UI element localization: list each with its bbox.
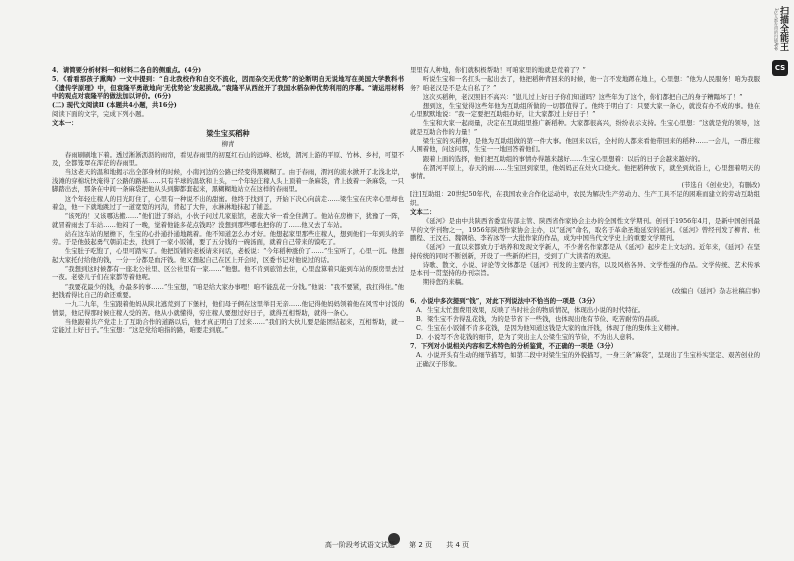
paragraph: 听说生宝和一名扛头一起出去了，他把稻种背回来的时候，他一言不发地蹲在地上，心里想：“他为人民服务！咱为我服务？咱老汉是不是太自私了？” [410, 75, 760, 92]
paragraph: 一九二九年，生宝跟着他妈从陕北逃荒到了下堡村，他们母子俩在这里举目无亲……他记得他妈妈领着他在风雪中讨饭的情景，他记得那时候庄稼人受的苦。他从小就懂得，穷庄稼人要想过好日子，就得互相帮助，就得一条心。 [52, 300, 404, 317]
scanner-app-name: 扫描全能王 [778, 6, 788, 51]
option-b: B．梁生宝不舍得乱花钱，为的是节省下一些钱，也体现出他有节俭、吃苦耐劳的品质。 [416, 314, 664, 323]
scanner-watermark [766, 0, 794, 100]
option-c: C．生宝在小饭铺不肯多花钱，是因为他知道这钱是大家的血汗钱，体现了他的集体主义精神。 [416, 323, 683, 332]
article-title: 梁生宝买稻种 [206, 128, 250, 138]
source-note: (节选自《创业史》，有删改) [681, 181, 760, 190]
paragraph: 当他跟着共产党走上了互助合作的道路以后，他才真正明白了过来……“我们的大伙儿要是能团结起来，互相帮助，就一定能过上好日子。”生宝想：“这是党给咱指的路，咱要走到底。” [52, 317, 404, 335]
section-heading: (二) 现代文阅读Ⅱ (本题共4小题，共16分) [52, 101, 177, 110]
paragraph: 这次买稻种，老汉照旧不高兴：“崽儿过上好日子你们知道吗？这些年为了这个，你们都把自己的身子糟蹋坏了！” [422, 92, 743, 101]
page-footer [0, 540, 794, 550]
question-6: 6．小说中多次提到“钱”，对此下列说法中不恰当的一项是（3分） [410, 296, 599, 305]
paragraph: 里里有人种地，你们就积极帮助！可咱家里的地就是荒着了？” [410, 66, 586, 74]
paragraph: 跟着上面的选择，他们把互助组的事情办得越来越好……生宝心里想着：以后的日子会越来越好的。 [422, 154, 704, 163]
paragraph: “我要花最少的钱，办最多的事……”生宝想，“咱是给大家办事哩！咱不能乱花一分钱。”他说：“我不要紧，我扛得住。”他把钱看得比自己的命还重要。 [52, 282, 404, 300]
paragraph: 梁生宝的买稻种，是他为互助组做的第一件大事。他回来以后，全村的人都来看他带回来的稻种……一会儿，一群庄稼人围着他，问这问那，生宝一一地回答着他们。 [410, 136, 760, 154]
scanner-app-tagline: 3亿人都在用的扫描App [774, 8, 779, 51]
text-one-label: 文本一： [52, 119, 78, 128]
option-a: A．小说开头有生动的细节描写，如第二段中对梁生宝的外貌描写，一身三条“麻袋”，呈现出了生宝朴实坚定、艰苦创业的正确汉子形象。 [416, 351, 760, 368]
paragraph: 春雨刷刷地下着。透过淅淅沥沥的雨帘，看见春雨里的初夏红石山的远峰、松坡，渭河上游的平原、竹林、乡村，可望不及，全都笼罩在浑茫的春雨里。 [52, 150, 404, 168]
instruction: 阅读下面的文字，完成下列小题。 [52, 110, 148, 119]
paragraph: 想到这，生宝觉得这些年他为互助组所做的一切都值得了。他终于明白了：只要大家一条心，就没有办不成的事。他在心里默默地说：“我一定要把互助组办好，让大家都过上好日子！” [410, 101, 760, 119]
cs-logo-icon: CS [772, 60, 788, 76]
paragraph: 这个年轻庄稼人的目光盯住了，心里有一种说不出的甜蜜。他终于找到了，开始下决心向前走……梁生宝在庆幸心里却也着急，他一下就地跳过了一道宽宽的河沟，背起了大件，水淋淋地抹起了铺盖。 [52, 194, 404, 212]
paragraph: 生宝肚子吃饱了，心里可踏实了。他把饭铺的老板请来问话，老板说：“今年稻种涨价了……”生宝听了，心里一沉。他想起大家托付给他的钱，一分一分都是血汗钱。他又想起自己在区上开会时，区委书记对他说过的话。 [52, 247, 404, 264]
option-a: A．生宝太忙想费用效果，反映了当时社会的物质情况，体现出小说的时代特征。 [416, 305, 645, 314]
paragraph: 在渭河平原上，春天的雨……生宝回到家里，他妈妈正在灶火口烧火。他把稻种放下，就坐到炕沿上，心里想着明天的事情。 [410, 163, 760, 181]
paragraph: 诗歌、散文、小说、评论等文体都是《延河》刊发的主要内容，以及风格各异、文学性强的作品。文学传统、艺术传承是本刊一贯坚持的办刊宗旨。 [410, 260, 760, 278]
right-column [410, 66, 760, 369]
option-d: D．小说写不舍花钱的细节，是为了突出主人公梁生宝的节俭，不为出人意料。 [416, 332, 639, 341]
paragraph: 生宝和大家一起商量，决定在互助组里推广新稻种。大家都很高兴，纷纷表示支持。生宝心里想：“这就是党的领导，这就是互助合作的力量！” [410, 119, 760, 136]
paragraph: 《延河》一直以来都致力于培养和发现文学新人，不少著名作家都是从《延河》起步走上文坛的。近年来，《延河》在坚持传统的同时不断创新，开设了一些新的栏目，受到了广大读者的欢迎。 [410, 243, 760, 260]
paragraph: 期待您的来稿。 [422, 278, 468, 287]
paragraph: “我想到这时候都有一座北公社里、区公社里有一家……”他想。他不肯到旅馆去住，心里盘算着只能到车站的票房里去过一夜。老婆儿子们在家都等着他呢。 [52, 264, 404, 282]
paragraph: 当这老天的温和地揭示出全部身材的时候，小南河边的公路已经变得黑糊糊了。由于春雨，渭河的流水掀开了北浅北岸，浅滩的穿棉坑快淹得了公路的路基……只有半球的温软和上头，一个年轻庄稼人头上顶着一条麻袋，背上披着一条麻袋，一只脚踏出去，那条在中间一条麻袋把他从头到脚都套起来，黑糊糊地站立在这样的春雨里。 [52, 168, 404, 194]
left-column [52, 66, 404, 335]
question-5: 5．《看看那孩子熏陶》一文中提到：“自北我校作和自交不流化，因而杂交无优势”的论断明自无说地写在美国大学教科书《遗传学原理》中，但袁隆平勇敢地向‘无优势论’发起挑战。”袁隆平从西丝开了我国水稻杂种优势利用的序幕。“请运用材料中的观点对袁隆平的做法加以评价。(6分) [52, 75, 404, 101]
source-note: (改编自《延河》杂志社稿启事) [671, 287, 760, 296]
article-author: 柳青 [221, 140, 235, 149]
footnote: [注]互助组：20世纪50年代，在我国农业合作化运动中，农民为解决生产劳动力、生产工具不足的困难而建立的劳动互助组织。 [410, 190, 760, 207]
paragraph: 站在这车站的屋檐下，生宝的心扑通扑通地跳着。他不知道怎么办才好。他想起家里那些庄稼人，想到他们一年到头的辛劳。于是他鼓起勇气朝前走去，找到了一家小饭铺，要了五分钱的一碗汤面，就着自己带来的馍吃了。 [52, 229, 404, 247]
question-7: 7．下列对小说相关内容和艺术特色的分析鉴赏，不正确的一项是（3分） [410, 341, 618, 350]
question-4: 4．请简要分析材料一和材料二各自的侧重点。(4分) [52, 66, 202, 74]
page-total: 共 4 页 [446, 541, 470, 549]
page-number: 第 2 页 [409, 541, 432, 549]
text-two-label: 文本二： [410, 207, 436, 216]
exam-title: 高一阶段考试语文试题 [324, 541, 395, 549]
paragraph: “该死的！又该哪达搬……”他们进了驿站，小伙子问过几家旅馆，老旅大爷一看全住满了。他站在房檐下，犹豫了一阵，就冒着雨去了车站……他闷了一晚，觉着他能多花点钱吗？没想到那些哪也把你的了……他又去了车站。 [52, 212, 404, 229]
paragraph: 《延河》是由中共陕西省委宣传部主管、陕西省作家协会主办的全国性文学期刊。创刊于1956年4月，是新中国创刊最早的文学刊物之一，1956年陕西作家协会主办，以“延河”命名，取名于革命圣地延安的延河。《延河》曾经刊发了柳青、杜鹏程、王汶石、魏钢焰、李若冰等一大批作家的作品，成为中国当代文学史上的重要文学期刊。 [410, 217, 760, 243]
